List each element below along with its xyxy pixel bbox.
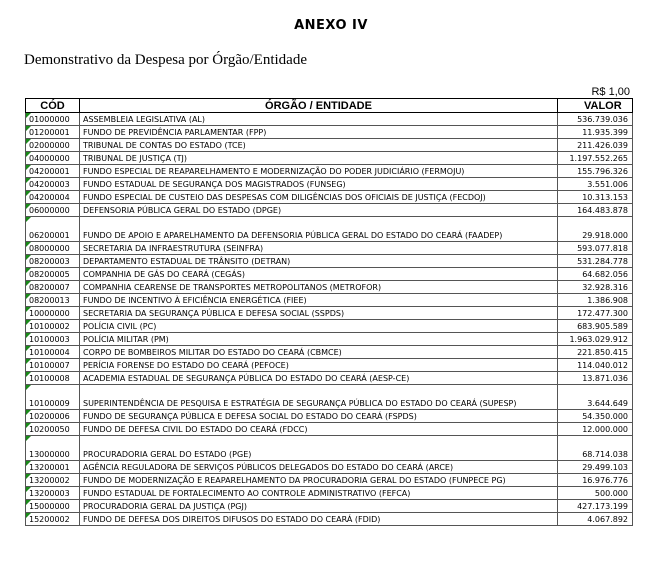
expense-table xyxy=(25,98,633,526)
row-value: 593.077.818 xyxy=(558,242,633,255)
table-row xyxy=(26,165,633,178)
row-code: 13200003 xyxy=(26,487,80,500)
row-entity: TRIBUNAL DE JUSTIÇA (TJ) xyxy=(80,152,558,165)
row-code: 10100004 xyxy=(26,346,80,359)
row-entity: DEFENSORIA PÚBLICA GERAL DO ESTADO (DPGE) xyxy=(80,204,558,217)
row-value: 3.644.649 xyxy=(558,385,633,410)
row-value: 13.871.036 xyxy=(558,372,633,385)
row-value: 3.551.006 xyxy=(558,178,633,191)
row-value: 11.935.399 xyxy=(558,126,633,139)
row-entity: FUNDO DE MODERNIZAÇÃO E REAPARELHAMENTO DA PROCURADORIA GERAL DO ESTADO (FUNPECE PG) xyxy=(80,474,558,487)
table-row xyxy=(26,513,633,526)
table-row xyxy=(26,217,633,242)
table-row xyxy=(26,126,633,139)
table-row xyxy=(26,178,633,191)
row-value: 54.350.000 xyxy=(558,410,633,423)
row-value: 29.918.000 xyxy=(558,217,633,242)
row-value: 211.426.039 xyxy=(558,139,633,152)
row-value: 500.000 xyxy=(558,487,633,500)
table-row xyxy=(26,461,633,474)
row-entity: FUNDO ESTADUAL DE SEGURANÇA DOS MAGISTRADOS (FUNSEG) xyxy=(80,178,558,191)
row-entity: SECRETARIA DA INFRAESTRUTURA (SEINFRA) xyxy=(80,242,558,255)
table-row xyxy=(26,487,633,500)
row-code: 13200001 xyxy=(26,461,80,474)
table-row xyxy=(26,359,633,372)
row-code: 01200001 xyxy=(26,126,80,139)
row-code: 15200002 xyxy=(26,513,80,526)
row-code: 04000000 xyxy=(26,152,80,165)
row-code: 15000000 xyxy=(26,500,80,513)
row-value: 155.796.326 xyxy=(558,165,633,178)
row-value: 68.714.038 xyxy=(558,436,633,461)
row-code: 08200007 xyxy=(26,281,80,294)
table-row xyxy=(26,474,633,487)
table-row xyxy=(26,152,633,165)
row-value: 16.976.776 xyxy=(558,474,633,487)
row-entity: AGÊNCIA REGULADORA DE SERVIÇOS PÚBLICOS DELEGADOS DO ESTADO DO CEARÁ (ARCE) xyxy=(80,461,558,474)
row-entity: FUNDO DE INCENTIVO À EFICIÊNCIA ENERGÉTICA (FIEE) xyxy=(80,294,558,307)
row-code: 13200002 xyxy=(26,474,80,487)
header-orgao: ÓRGÃO / ENTIDADE xyxy=(80,99,558,113)
row-entity: FUNDO DE APOIO E APARELHAMENTO DA DEFENSORIA PÚBLICA GERAL DO ESTADO DO CEARÁ (FAADEP) xyxy=(80,217,558,242)
row-code: 06000000 xyxy=(26,204,80,217)
table-row xyxy=(26,385,633,410)
row-entity: FUNDO DE SEGURANÇA PÚBLICA E DEFESA SOCIAL DO ESTADO DO CEARÁ (FSPDS) xyxy=(80,410,558,423)
row-entity: PROCURADORIA GERAL DO ESTADO (PGE) xyxy=(80,436,558,461)
row-code: 13000000 xyxy=(26,436,80,461)
row-code: 10100002 xyxy=(26,320,80,333)
table-row xyxy=(26,333,633,346)
row-value: 172.477.300 xyxy=(558,307,633,320)
table-row xyxy=(26,294,633,307)
row-code: 08200005 xyxy=(26,268,80,281)
row-entity: POLÍCIA CIVIL (PC) xyxy=(80,320,558,333)
row-value: 1.197.552.265 xyxy=(558,152,633,165)
row-entity: FUNDO ESPECIAL DE REAPARELHAMENTO E MODERNIZAÇÃO DO PODER JUDICIÁRIO (FERMOJU) xyxy=(80,165,558,178)
table-row xyxy=(26,346,633,359)
row-code: 06200001 xyxy=(26,217,80,242)
row-entity: COMPANHIA CEARENSE DE TRANSPORTES METROPOLITANOS (METROFOR) xyxy=(80,281,558,294)
row-code: 10100007 xyxy=(26,359,80,372)
table-row xyxy=(26,204,633,217)
table-row xyxy=(26,139,633,152)
row-entity: DEPARTAMENTO ESTADUAL DE TRÂNSITO (DETRAN) xyxy=(80,255,558,268)
row-entity: PERÍCIA FORENSE DO ESTADO DO CEARÁ (PEFOCE) xyxy=(80,359,558,372)
currency-note: R$ 1,00 xyxy=(591,86,630,98)
row-entity: CORPO DE BOMBEIROS MILITAR DO ESTADO DO CEARÁ (CBMCE) xyxy=(80,346,558,359)
table-body xyxy=(26,113,633,526)
row-value: 10.313.153 xyxy=(558,191,633,204)
table-row xyxy=(26,436,633,461)
header-valor: VALOR xyxy=(558,99,633,113)
row-value: 536.739.036 xyxy=(558,113,633,126)
row-entity: FUNDO ESTADUAL DE FORTALECIMENTO AO CONTROLE ADMINISTRATIVO (FEFCA) xyxy=(80,487,558,500)
row-code: 08200003 xyxy=(26,255,80,268)
table-row xyxy=(26,500,633,513)
row-entity: FUNDO DE DEFESA CIVIL DO ESTADO DO CEARÁ (FDCC) xyxy=(80,423,558,436)
row-entity: FUNDO DE DEFESA DOS DIREITOS DIFUSOS DO ESTADO DO CEARÁ (FDID) xyxy=(80,513,558,526)
row-entity: SUPERINTENDÊNCIA DE PESQUISA E ESTRATÉGIA DE SEGURANÇA PÚBLICA DO ESTADO DO CEARÁ (SUPESP) xyxy=(80,385,558,410)
row-entity: ACADEMIA ESTADUAL DE SEGURANÇA PÚBLICA DO ESTADO DO CEARÁ (AESP-CE) xyxy=(80,372,558,385)
row-value: 29.499.103 xyxy=(558,461,633,474)
table-row xyxy=(26,307,633,320)
row-entity: ASSEMBLEIA LEGISLATIVA (AL) xyxy=(80,113,558,126)
row-value: 32.928.316 xyxy=(558,281,633,294)
row-value: 164.483.878 xyxy=(558,204,633,217)
table-row xyxy=(26,410,633,423)
row-value: 64.682.056 xyxy=(558,268,633,281)
table-row xyxy=(26,255,633,268)
row-entity: PROCURADORIA GERAL DA JUSTIÇA (PGJ) xyxy=(80,500,558,513)
row-entity: POLÍCIA MILITAR (PM) xyxy=(80,333,558,346)
table-row xyxy=(26,113,633,126)
row-code: 04200001 xyxy=(26,165,80,178)
table-row xyxy=(26,242,633,255)
row-entity: SECRETARIA DA SEGURANÇA PÚBLICA E DEFESA SOCIAL (SSPDS) xyxy=(80,307,558,320)
row-value: 114.040.012 xyxy=(558,359,633,372)
table-row xyxy=(26,191,633,204)
table-row xyxy=(26,281,633,294)
row-code: 10100008 xyxy=(26,372,80,385)
table-row xyxy=(26,423,633,436)
row-entity: COMPANHIA DE GÁS DO CEARÁ (CEGÁS) xyxy=(80,268,558,281)
row-code: 08000000 xyxy=(26,242,80,255)
row-value: 531.284.778 xyxy=(558,255,633,268)
row-code: 10100003 xyxy=(26,333,80,346)
table-row xyxy=(26,268,633,281)
row-code: 10200006 xyxy=(26,410,80,423)
row-code: 10000000 xyxy=(26,307,80,320)
row-code: 10200050 xyxy=(26,423,80,436)
row-code: 10100009 xyxy=(26,385,80,410)
row-value: 4.067.892 xyxy=(558,513,633,526)
row-entity: FUNDO ESPECIAL DE CUSTEIO DAS DESPESAS COM DILIGÊNCIAS DOS OFICIAIS DE JUSTIÇA (FECDOJ) xyxy=(80,191,558,204)
row-value: 683.905.589 xyxy=(558,320,633,333)
row-code: 04200003 xyxy=(26,178,80,191)
row-value: 1.386.908 xyxy=(558,294,633,307)
table-header-row xyxy=(26,99,633,113)
row-code: 08200013 xyxy=(26,294,80,307)
row-code: 02000000 xyxy=(26,139,80,152)
table-row xyxy=(26,372,633,385)
document-subtitle: Demonstrativo da Despesa por Órgão/Entidade xyxy=(24,52,307,68)
row-value: 427.173.199 xyxy=(558,500,633,513)
row-code: 04200004 xyxy=(26,191,80,204)
table-row xyxy=(26,320,633,333)
row-entity: TRIBUNAL DE CONTAS DO ESTADO (TCE) xyxy=(80,139,558,152)
row-entity: FUNDO DE PREVIDÊNCIA PARLAMENTAR (FPP) xyxy=(80,126,558,139)
row-code: 01000000 xyxy=(26,113,80,126)
header-cod: CÓD xyxy=(26,99,80,113)
row-value: 221.850.415 xyxy=(558,346,633,359)
row-value: 1.963.029.912 xyxy=(558,333,633,346)
row-value: 12.000.000 xyxy=(558,423,633,436)
annex-heading: ANEXO IV xyxy=(294,18,368,33)
